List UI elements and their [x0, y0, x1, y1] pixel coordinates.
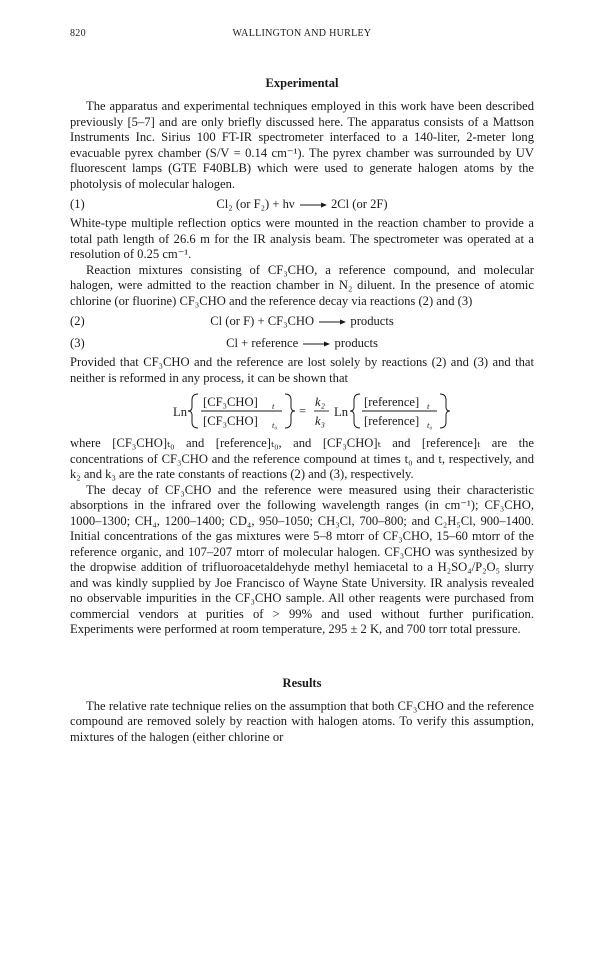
fraction-left-denominator: [CF₃CHO]	[203, 414, 258, 428]
fraction-right-denominator: [reference]	[364, 414, 420, 428]
equation-1	[70, 194, 534, 214]
reaction-arrow-icon	[317, 318, 347, 326]
equation-3-lhs: Cl + reference	[226, 336, 299, 350]
equation-3	[70, 333, 534, 353]
rate-constant-k2: k₂	[315, 395, 325, 409]
reaction-arrow-icon	[298, 201, 328, 209]
ln-right: Ln	[334, 405, 348, 419]
right-brace-close	[440, 394, 450, 428]
rate-constant-k3: k₃	[315, 414, 325, 428]
section-title-experimental: Experimental	[265, 76, 339, 90]
fraction-right-denominator-sub: t₀	[427, 420, 433, 430]
ln-left: Ln	[173, 405, 187, 419]
equation-1-number: (1)	[70, 197, 85, 211]
paragraph-apparatus: The apparatus and experimental techniques employed in this work have been described previously [5–7] and are only briefly discussed here. The apparatus consists of a Mattson Instruments Inc. Sirius 100 FT-IR spectrometer interfaced to a 140-liter, 2-meter long evacuable pyrex chamber (S/V = 0.14 cm⁻¹). The pyrex chamber was surrounded by UV fluorescent lamps (GTE F40BLB) which were used to generate halogen atoms by the photolysis of molecular halogen.	[70, 99, 534, 191]
section-title-results: Results	[282, 675, 322, 690]
fraction-left-denominator-sub: t₀	[272, 420, 278, 430]
equation-3-rhs: products	[334, 336, 378, 350]
equation-2-number: (2)	[70, 314, 85, 328]
equation-4-rate-ratio	[70, 386, 534, 436]
running-head: WALLINGTON AND HURLEY	[232, 28, 372, 39]
page-number: 820	[70, 28, 86, 39]
fraction-right-numerator-sub: t	[427, 401, 430, 411]
equation-2-lhs: Cl (or F) + CF₃CHO	[210, 314, 315, 328]
paragraph-derivation: Provided that CF₃CHO and the reference are lost solely by reactions (2) and (3) and that neither is reformed in any process, it can be shown that	[70, 355, 534, 385]
equation-3-number: (3)	[70, 336, 85, 350]
equals-sign: =	[299, 404, 307, 418]
equation-1-rhs: 2Cl (or 2F)	[330, 197, 388, 211]
fraction-left-numerator-sub: t	[272, 401, 275, 411]
fraction-right-numerator: [reference]	[364, 395, 420, 409]
fraction-left-numerator: [CF₃CHO]	[203, 395, 258, 409]
equation-2	[70, 311, 534, 331]
right-brace-open	[350, 394, 360, 428]
left-brace-close	[285, 394, 295, 428]
paragraph-relative-rate: The relative rate technique relies on the assumption that both CF₃CHO and the reference compound are removed solely by reaction with halogen atoms. To verify this assumption, mixtures of the halogen (either chlorine or	[70, 698, 534, 744]
paragraph-optics: White-type multiple reflection optics were mounted in the reaction chamber to provide a total path length of 26.6 m for the IR analysis beam. The spectrometer was operated at a resolution of 0.25 cm⁻¹.	[70, 216, 534, 261]
equation-2-rhs: products	[350, 314, 394, 328]
left-brace-open	[188, 394, 198, 428]
paragraph-definitions: where [CF₃CHO]ₜ₀ and [reference]ₜ₀, and [CF₃CHO]ₜ and [reference]ₜ are the concentrations of CF₃CHO and the reference compound at times t₀ and t, respectively, and k₂ and k₃ are the rate constants of reactions (2) and (3), respectively.	[70, 436, 534, 481]
page-header	[70, 28, 534, 50]
paragraph-mixtures: Reaction mixtures consisting of CF₃CHO, a reference compound, and molecular halogen, were admitted to the reaction chamber in N₂ diluent. In the presence of atomic chlorine (or fluorine) CF₃CHO and the reference decay via reactions (2) and (3)	[70, 262, 534, 308]
equation-1-lhs: Cl₂ (or F₂) + hν	[216, 197, 295, 211]
article-page	[70, 28, 534, 745]
reaction-arrow-icon	[301, 340, 331, 348]
paragraph-measurements: The decay of CF₃CHO and the reference were measured using their characteristic absorptions in the infrared over the following wavelength ranges (in cm⁻¹); CF₃CHO, 1000–1300; CH₄, 1200–1400; CD₄, 950–1050; CH₃Cl, 700–800; and C₂H₅Cl, 900–1400. Initial concentrations of the gas mixtures were 5–8 mtorr of CF₃CHO, 15–60 mtorr of the reference organic, and 107–207 mtorr of molecular halogen. CF₃CHO was synthesized by the dropwise addition of trifluoroacetaldehyde methyl hemiacetal to a H₂SO₄/P₂O₅ slurry and was kindly supplied by Joe Francisco of Wayne State University. IR analysis revealed no observable impurities in the CF₃CHO sample. All other reagents were purchased from commercial vendors at purities of > 99% and used without further purification. Experiments were performed at room temperature, 295 ± 2 K, and 700 torr total pressure.	[70, 482, 534, 636]
